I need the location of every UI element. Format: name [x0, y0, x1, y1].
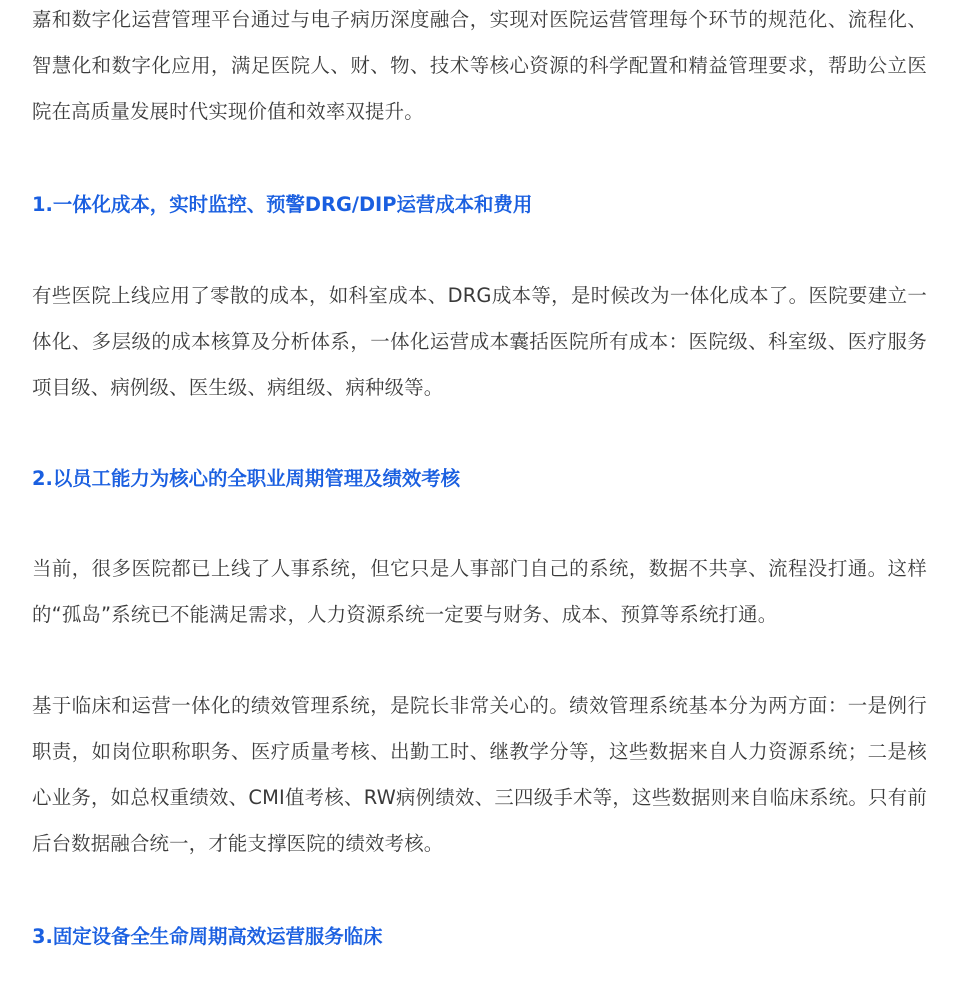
section-2-paragraph-2: 基于临床和运营一体化的绩效管理系统，是院长非常关心的。绩效管理系统基本分为两方面：一是例行职责，如岗位职称职务、医疗质量考核、出勤工时、继教学分等，这些数据来自人力资源系统；二是核心业务，如总权重绩效、CMI值考核、RW病例绩效、三四级手术等，这些数据则来自临床系统。只有前后台数据融合统一，才能支撑医院的绩效考核。: [32, 694, 927, 855]
section-2-paragraph-1: 当前，很多医院都已上线了人事系统，但它只是人事部门自己的系统，数据不共享、流程没打通。这样的“孤岛”系统已不能满足需求，人力资源系统一定要与财务、成本、预算等系统打通。: [32, 557, 927, 626]
section-3-heading: 3.固定设备全生命周期高效运营服务临床: [32, 925, 383, 948]
intro-paragraph: 嘉和数字化运营管理平台通过与电子病历深度融合，实现对医院运营管理每个环节的规范化、流程化、智慧化和数字化应用，满足医院人、财、物、技术等核心资源的科学配置和精益管理要求，帮助公立医院在高质量发展时代实现价值和效率双提升。: [32, 8, 927, 123]
section-1-paragraph: 有些医院上线应用了零散的成本，如科室成本、DRG成本等，是时候改为一体化成本了。医院要建立一体化、多层级的成本核算及分析体系，一体化运营成本囊括医院所有成本：医院级、科室级、医疗服务项目级、病例级、医生级、病组级、病种级等。: [32, 284, 927, 399]
section-2-heading: 2.以员工能力为核心的全职业周期管理及绩效考核: [32, 467, 461, 490]
section-1-heading: 1.一体化成本，实时监控、预警DRG/DIP运营成本和费用: [32, 193, 533, 216]
